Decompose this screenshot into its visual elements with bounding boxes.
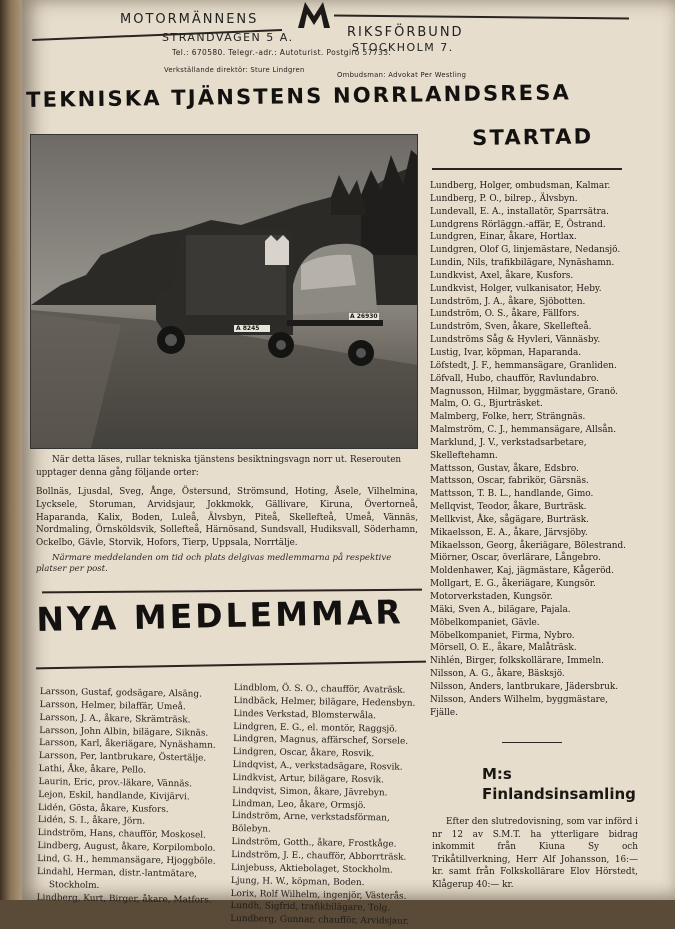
member-entry: Löfvall, Hubo, chaufför, Ravlundabro. [430, 373, 599, 384]
letterhead-rule-right [334, 14, 629, 19]
member-entry: Möbelkompaniet, Gävle. [430, 617, 540, 628]
besiktningsvagn-photo [30, 134, 418, 449]
member-entry: Malmström, C. J., hemmansägare, Allsån. [430, 425, 617, 436]
member-entry: Lustig, Ivar, köpman, Haparanda. [430, 347, 582, 358]
rule-above-finlands [502, 742, 562, 743]
member-entry: Mikaelsson, E. A., åkare, Järvsjöby. [430, 527, 588, 538]
member-entry: Lindman, Leo, åkare, Ormsjö. [232, 798, 366, 811]
member-entry: Mörsell, O. E., åkare, Malåträsk. [430, 643, 577, 654]
member-entry: Lindbäck, Helmer, bilägare, Hedensbyn. [233, 695, 416, 709]
member-entry: Lindström, Gotth., åkare, Frostkåge. [231, 837, 397, 850]
route-places: Bollnäs, Ljusdal, Sveg, Ånge, Östersund, Strömsund, Hoting, Åsele, Vilhelmina, Lycksele, Storuman, Arvidsjaur, Jokkmokk, Gällivare, Kiruna, Övertorneå, Haparanda, Kalix, Boden, Luleå, Älvsbyn, Piteå, Skellefteå, Umeå, Vännäs, Nordmaling, Örnsköldsvik, Sollefteå, Härnösand, Sundsvall, Hudiksvall, Söderhamn, Ockelbo, Gävle, Storvik, Hofors, Tierp, Uppsala, Norrtälje. [36, 487, 418, 549]
member-entry: Larsson, John Albin, bilägare, Siknäs. [39, 725, 209, 739]
member-entry: Nilsson, A. G., åkare, Bäsksjö. [430, 669, 565, 680]
member-entry: Nihlén, Birger, folkskollärare, Immeln. [430, 656, 604, 667]
letterhead-name-left: MOTORMÄNNENS [120, 12, 259, 27]
member-entry: Lundström, J. A., åkare, Sjöbotten. [430, 296, 586, 307]
member-entry: Lindgren, E. G., el. montör, Raggsjö. [233, 721, 398, 735]
member-entry: Lidén, S. I., åkare, Jörn. [37, 815, 146, 828]
letterhead-ombudsman: Ombudsman: Advokat Per Westling [337, 71, 467, 79]
member-entry: Mellkvist, Åke, sågägare, Burträsk. [430, 514, 589, 525]
letterhead-contact: Tel.: 670580. Telegr.-adr.: Autoturist. Postgiro 57733. [172, 48, 392, 57]
members-column-2 [230, 682, 430, 929]
member-entry: Lindberg, August, åkare, Korpilombolo. [37, 841, 216, 854]
member-entry: Lundgren, Einar, åkare, Hortlax. [430, 232, 577, 243]
letterhead-director: Verkställande direktör: Sture Lindgren [164, 66, 305, 74]
member-entry: Möbelkompaniet, Firma, Nybro. [430, 630, 575, 641]
member-entry: Lundh, Sigfrid, trafikbilägare, Tolg. [230, 901, 391, 914]
member-entry: Malmberg, Folke, herr, Strängnäs. [430, 412, 586, 423]
member-entry: Linjebuss, Aktiebolaget, Stockholm. [231, 862, 393, 876]
member-entry: Lindahl, Herman, distr.-lantmätare, [37, 866, 198, 880]
member-entry: Lindblom, Ö. S. O., chaufför, Avaträsk. [233, 682, 406, 696]
member-entry: Larsson, J. A., åkare, Skrämträsk. [39, 712, 191, 726]
member-entry: Mellqvist, Teodor, åkare, Burträsk. [430, 502, 587, 513]
article-note: Närmare meddelanden om tid och plats delgivas medlemmarna på respektive platser per post. [36, 553, 392, 574]
member-entry: Mollgart, E. G., åkeriägare, Kungsör. [430, 579, 596, 590]
finlands-title: M:s Finlandsinsamling [482, 765, 636, 803]
member-entry: Lindkvist, Artur, bilägare, Rosvik. [232, 772, 384, 786]
member-entry: Lundkvist, Holger, vulkanisator, Heby. [430, 283, 602, 294]
letterhead-name-right: RIKSFÖRBUND [347, 25, 464, 40]
member-entry: Stockholm. [48, 879, 100, 891]
member-entry: Lindqvist, Simon, åkare, Jävrebyn. [232, 785, 388, 799]
member-entry: Lundströms Såg & Hyvleri, Vännäsby. [430, 335, 601, 346]
member-entry: Larsson, Helmer, bilaffär, Umeå. [39, 699, 186, 713]
member-entry: Lindberg, Kurt, Birger, åkare, Matfors. [36, 892, 212, 906]
member-entry: Lundevall, E. A., installatör, Sparrsätra. [430, 206, 609, 217]
member-entry: Motorverkstaden, Kungsör. [430, 592, 553, 602]
member-entry: Lind, G. H., hemmansägare, Hjoggböle. [37, 853, 216, 867]
member-entry: Lindgren, Magnus, affärschef, Sorsele. [233, 734, 409, 748]
member-entry: Lundberg, Gunnar, chaufför, Arvidsjaur. [230, 914, 410, 927]
member-entry: Lindström, J. E., chaufför, Abborrträsk. [231, 849, 407, 863]
member-entry: Mattsson, T. B. L., handlande, Gimo. [430, 489, 594, 500]
license-plate-trailer: A 26930 [350, 313, 378, 320]
rule-below-members [36, 661, 426, 669]
member-entry: Lathi, Åke, åkare, Pello. [38, 764, 147, 776]
members-column-3 [430, 180, 636, 719]
member-entry: Magnusson, Hilmar, byggmästare, Granö. [430, 386, 618, 397]
member-entry: Lundkvist, Axel, åkare, Kusfors. [430, 270, 574, 281]
article-title-line2: STARTAD [472, 124, 594, 150]
member-entry: Larsson, Per, lantbrukare, Östertälje. [38, 751, 207, 764]
right-column-top-rule [432, 168, 622, 170]
photo-illustration [31, 135, 417, 448]
member-entry: Lindqvist, A., verkstadsägare, Rosvik. [232, 760, 403, 773]
finlands-body: Efter den slutredovisning, som var införd i nr 12 av S.M.T. ha ytterligare bidrag inkommit från Kiuna Sy och Trikåtillverkning, Herr Alf Johansson, 16:— kr. samt från Folkskollärare Elov Hörstedt, Klågerup 40:— kr. [432, 817, 638, 890]
organization-logo [296, 0, 332, 30]
member-entry: Lundin, Nils, trafikbilägare, Nynäshamn. [430, 258, 615, 269]
member-entry: Lorix, Rolf Wilhelm, ingenjör, Västerås. [230, 888, 407, 902]
member-entry: Lindström, Arne, verkstadsförman, Bölebyn. [231, 811, 390, 835]
member-entry: Mikaelsson, Georg, åkeriägare, Bölestrand. [430, 540, 626, 551]
member-entry: Ljung, H. W., köpman, Boden. [230, 875, 365, 888]
members-column-1 [37, 686, 236, 907]
member-entry: Laurin, Eric, prov.-läkare, Vännäs. [38, 776, 193, 790]
member-entry: Lidén, Gösta, åkare, Kusfors. [38, 802, 169, 815]
member-entry: Löfstedt, J. F., hemmansägare, Granliden. [430, 360, 617, 371]
member-entry: Miörner, Oscar, överlärare, Långebro. [430, 553, 601, 564]
member-entry: Larsson, Karl, åkeriägare, Nynäshamn. [39, 738, 216, 752]
member-entry: Lundström, O. S., åkare, Fällfors. [430, 309, 580, 320]
member-entry: Nilsson, Anders, lantbrukare, Jädersbruk. [430, 681, 619, 692]
member-entry: Larsson, Gustaf, godsägare, Alsäng. [39, 686, 203, 700]
member-entry: Marklund, J. V., verkstadsarbetare, Skelleftehamn. [430, 437, 587, 461]
member-entry: Lindgren, Oscar, åkare, Rosvik. [232, 747, 375, 760]
member-entry: Lundberg, P. O., bilrep., Älvsbyn. [430, 193, 578, 204]
member-entry: Moldenhawer, Kaj, jägmästare, Kågeröd. [430, 566, 614, 577]
member-entry: Lindes Verkstad, Blomsterwåla. [233, 708, 377, 721]
member-entry: Lundström, Sven, åkare, Skellefteå. [430, 322, 592, 333]
article-intro: När detta läses, rullar tekniska tjänstens besiktningsvagn norr ut. Reserouten upptager denna gång följande orter: [36, 455, 402, 478]
member-entry: Malm, O. G., Bjurträsket. [430, 399, 543, 410]
member-entry: Lundberg, Holger, ombudsman, Kalmar. [430, 181, 611, 191]
license-plate-van: A 8245 [236, 325, 260, 332]
member-entry: Lindström, Hans, chaufför, Moskosel. [37, 828, 207, 841]
member-entry: Mäki, Sven A., bilägare, Pajala. [430, 604, 571, 615]
member-entry: Mattsson, Oscar, fabrikör, Gärsnäs. [430, 476, 589, 487]
article-title-line1: TEKNISKA TJÄNSTENS NORRLANDSRESA [26, 80, 572, 112]
member-entry: Mattsson, Gustav, åkare, Edsbro. [430, 463, 579, 474]
letterhead-city: STOCKHOLM 7. [352, 41, 454, 54]
member-entry: Lundgrens Rörläggn.-affär, E, Östrand. [430, 219, 606, 230]
letterhead-address: STRANDVÄGEN 5 A. [162, 31, 294, 44]
magazine-page [22, 0, 675, 927]
members-title: NYA MEDLEMMAR [36, 592, 405, 639]
member-entry: Lejon, Eskil, handlande, Kivijärvi. [38, 789, 190, 803]
member-entry: Lundgren, Olof G, linjemästare, Nedansjö. [430, 245, 621, 256]
member-entry: Nilsson, Anders Wilhelm, byggmästare, Fjälle. [430, 694, 608, 718]
